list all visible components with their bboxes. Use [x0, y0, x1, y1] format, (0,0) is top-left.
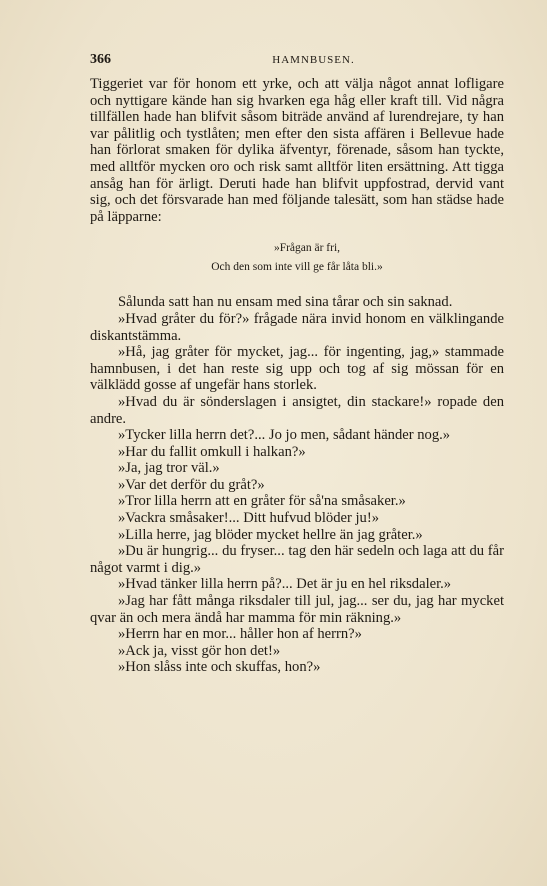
paragraph: »Vackra småsaker!... Ditt hufvud blöder ju!» — [118, 510, 379, 527]
verse-line: »Frågan är fri, — [273, 242, 341, 255]
paragraph: »Tror lilla herrn att en gråter för så'na småsaker.» — [118, 493, 406, 510]
paragraph: »Du är hungrig... du fryser... tag den här sedeln och laga att du får något varmt i dig.» — [90, 543, 504, 576]
paragraph: Sålunda satt han nu ensam med sina tårar och sin saknad. — [118, 294, 453, 311]
paragraph: »Hvad gråter du för?» frågade nära invid honom en välklingande diskantstämma. — [90, 310, 504, 344]
paragraph: »Ja, jag tror väl.» — [118, 460, 220, 477]
paragraph: »Jag har fått många riksdaler till jul, jag... ser du, jag har mycket qvar än och mera ändå har mamma för min räkning.» — [90, 593, 504, 626]
paragraph: »Ack ja, visst gör hon det!» — [118, 642, 281, 659]
page-number: 366 — [90, 52, 111, 67]
opening-paragraph: Tiggeriet var för honom ett yrke, och att välja något annat lofligare och nyttigare kände han sig hvarken ega håg eller kraft till. Vid några tillfällen hade han blifvit såsom biträde använd af lurendrejare, ty han var pålitlig och tystlåten; men efter den sista affären i Bellevue hade han förlorat smaken för dylika äfventyr, förenade, såsom han tyckte, med alltför mycken oro och risk samt alltför liten ersättning. Att tigga ansåg han för ärligt. Deruti hade han blifvit uppfostrad, dervid vant sig, och det försvarade han med följande talesätt, som han städse hade på läpparne: — [90, 76, 504, 225]
paragraph: »Var det derför du gråt?» — [118, 476, 265, 493]
paragraph: »Hå, jag gråter för mycket, jag... för ingenting, jag,» stammade hamnbusen, i det han reste sig upp och tog af sig mössan för en välklädd gosse af ungefär hans storlek. — [90, 344, 504, 394]
paragraph: »Tycker lilla herrn det?... Jo jo men, sådant händer nog.» — [118, 427, 451, 444]
verse-line: Och den som inte vill ge får låta bli.» — [211, 261, 383, 274]
paragraph: »Hvad tänker lilla herrn på?... Det är ju en hel riksdaler.» — [118, 576, 452, 593]
paragraph: »Hvad du är sönderslagen i ansigtet, din stackare!» ropade den andre. — [90, 393, 504, 427]
running-head: HAMNBUSEN. — [272, 54, 355, 66]
page-body — [90, 76, 504, 676]
paragraph: »Lilla herre, jag blöder mycket hellre än jag gråter.» — [118, 526, 423, 543]
verse-quote — [90, 239, 504, 277]
paragraph: »Herrn har en mor... håller hon af herrn?» — [118, 626, 362, 643]
page-header — [90, 52, 497, 72]
paragraph: »Hon slåss inte och skuffas, hon?» — [118, 659, 321, 676]
paragraph: »Har du fallit omkull i halkan?» — [118, 443, 306, 460]
